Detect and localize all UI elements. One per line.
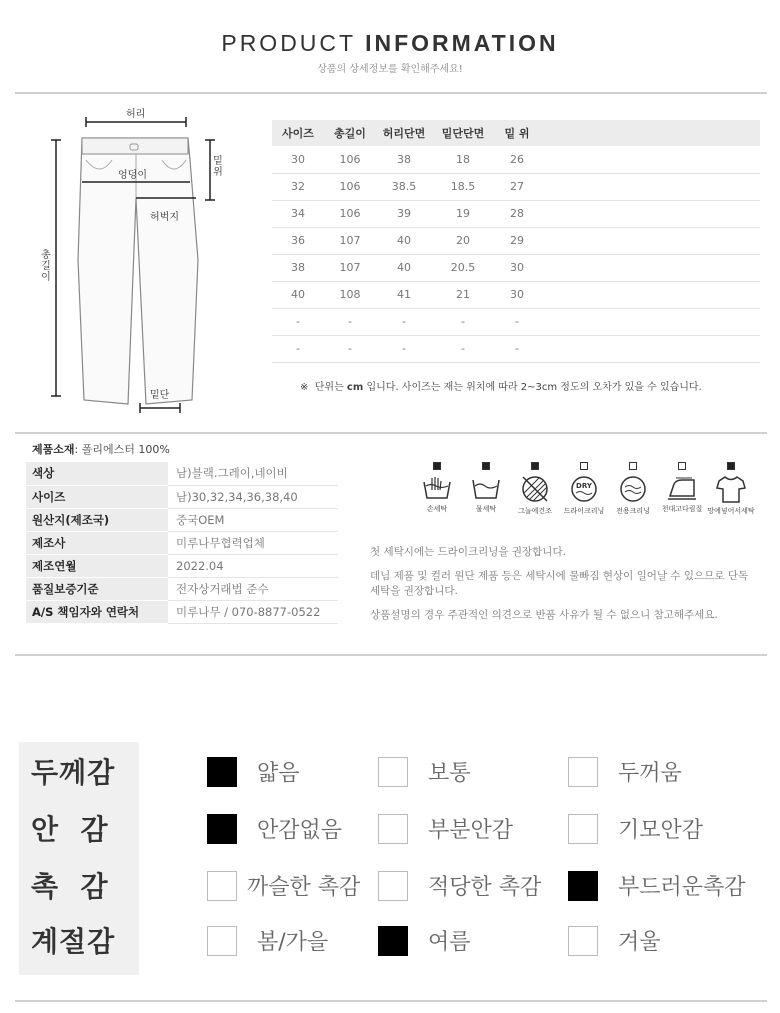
care-checkbox — [580, 462, 588, 470]
table-cell: 36 — [272, 227, 324, 254]
care-checkbox — [482, 462, 490, 470]
table-cell: - — [494, 335, 540, 362]
svg-text:DRY: DRY — [576, 482, 592, 490]
feel-option — [568, 813, 703, 844]
care-label: 망에넣어서세탁 — [707, 507, 755, 515]
note-mark: ※ — [300, 382, 309, 393]
feel-checkbox — [378, 757, 408, 787]
info-value: 남)블랙.그레이,네이비 — [168, 462, 338, 485]
table-row — [272, 146, 760, 173]
page-title — [0, 30, 780, 57]
care-label: 드라이크리닝 — [563, 507, 605, 515]
size-table — [272, 120, 760, 363]
header-total-length: 총길이 — [324, 120, 376, 146]
note-unit: cm — [346, 382, 364, 393]
info-key: 제조연월 — [26, 554, 168, 577]
table-cell: 34 — [272, 200, 324, 227]
material-value: : 폴리에스터 100% — [74, 443, 170, 456]
table-cell: 38.5 — [376, 173, 432, 200]
divider — [15, 432, 767, 434]
table-row — [272, 173, 760, 200]
header-rise: 밑 위 — [494, 120, 540, 146]
table-cell-blank — [540, 227, 760, 254]
feel-option-label: 부분안감 — [428, 818, 514, 843]
care-note: 상품설명의 경우 주관적인 의견으로 반품 사유가 될 수 없으니 참고해주세요. — [370, 609, 718, 621]
divider — [15, 654, 767, 656]
feel-checkbox — [378, 871, 408, 901]
feel-option — [207, 756, 300, 787]
info-row — [26, 508, 338, 531]
feel-option — [207, 813, 342, 844]
feel-row-label: 안 감 — [31, 813, 109, 846]
feel-checkbox — [568, 757, 598, 787]
feel-checkbox — [207, 926, 237, 956]
table-cell: 29 — [494, 227, 540, 254]
feel-option-label: 봄/가을 — [257, 930, 329, 955]
table-cell: 108 — [324, 281, 376, 308]
table-cell-blank — [540, 281, 760, 308]
care-item — [706, 462, 756, 516]
info-row — [26, 600, 338, 623]
special-clean-icon — [608, 474, 658, 504]
table-cell: 18 — [432, 146, 494, 173]
size-table-header — [272, 120, 760, 146]
info-key: 제조사 — [26, 531, 168, 554]
care-label: 손세탁 — [426, 505, 448, 513]
feel-option-label: 겨울 — [618, 930, 661, 955]
table-row — [272, 281, 760, 308]
care-checkbox — [678, 462, 686, 470]
care-note: 첫 세탁시에는 드라이크리닝을 권장합니다. — [370, 546, 566, 558]
care-item — [461, 462, 511, 514]
info-row — [26, 554, 338, 577]
hand-wash-icon — [412, 474, 462, 502]
table-cell-blank — [540, 254, 760, 281]
table-cell: - — [324, 335, 376, 362]
table-cell: 106 — [324, 200, 376, 227]
info-row — [26, 531, 338, 554]
care-item — [559, 462, 609, 516]
table-cell: 107 — [324, 227, 376, 254]
feel-option-label: 보통 — [428, 761, 471, 786]
pants-illustration-icon — [20, 100, 260, 430]
total-length-label: 총길이 — [41, 250, 51, 283]
dry-clean-icon — [559, 474, 609, 504]
table-cell-blank — [540, 146, 760, 173]
feel-option — [378, 756, 471, 787]
feel-checkbox — [378, 814, 408, 844]
care-note: 데님 제품 및 컬러 원단 제품 등은 세탁시에 물빠짐 현상이 일어날 수 있으므로 단독 세탁을 권장합니다. — [370, 570, 749, 597]
note-text-a: 단위는 — [314, 382, 344, 393]
table-row — [272, 254, 760, 281]
feel-option-label: 여름 — [428, 930, 471, 955]
table-cell-blank — [540, 335, 760, 362]
info-value: 미루나무 / 070-8877-0522 — [168, 600, 338, 623]
care-checkbox — [433, 462, 441, 470]
shade-dry-icon — [510, 474, 560, 504]
table-cell: 19 — [432, 200, 494, 227]
material — [32, 441, 170, 457]
table-cell: 20 — [432, 227, 494, 254]
care-item — [657, 462, 707, 514]
table-cell: 41 — [376, 281, 432, 308]
iron-icon — [657, 474, 707, 502]
info-row — [26, 485, 338, 508]
care-label: 전용크리닝 — [616, 507, 650, 515]
info-key: 원산지(제조국) — [26, 508, 168, 531]
table-row — [272, 335, 760, 362]
feel-checkbox — [207, 757, 237, 787]
care-label: 물세탁 — [475, 505, 497, 513]
feel-option-label: 부드러운촉감 — [618, 875, 746, 900]
product-info-table — [26, 462, 338, 624]
material-label: 제품소재 — [32, 443, 75, 456]
feel-option-label: 까슬한 촉감 — [247, 875, 361, 900]
title-product: PRODUCT — [221, 30, 356, 56]
table-cell: 40 — [376, 254, 432, 281]
table-cell: 38 — [272, 254, 324, 281]
table-cell: - — [494, 308, 540, 335]
feel-row-label: 촉 감 — [31, 870, 109, 903]
feel-option — [378, 925, 471, 956]
care-notes — [370, 545, 760, 632]
care-checkbox — [629, 462, 637, 470]
laundry-net-icon — [706, 474, 756, 504]
care-label: 그늘에건조 — [518, 507, 552, 515]
hem-label: 밑단 — [150, 390, 170, 401]
pants-size-diagram — [20, 100, 260, 430]
info-key: 품질보증기준 — [26, 577, 168, 600]
table-cell: 38 — [376, 146, 432, 173]
table-cell: 30 — [494, 254, 540, 281]
feel-option-label: 두꺼움 — [618, 761, 682, 786]
table-cell: - — [324, 308, 376, 335]
care-item — [412, 462, 462, 514]
table-cell-blank — [540, 200, 760, 227]
info-value: 2022.04 — [168, 554, 338, 577]
note-text-b: 입니다. 사이즈는 재는 위치에 따라 2~3cm 정도의 오차가 있을 수 있습니다. — [366, 382, 702, 393]
header-waist: 허리단면 — [376, 120, 432, 146]
title-information: INFORMATION — [365, 30, 559, 56]
care-item — [608, 462, 658, 516]
table-cell: 28 — [494, 200, 540, 227]
table-cell: 20.5 — [432, 254, 494, 281]
feel-checkbox — [207, 814, 237, 844]
page-subtitle: 상품의 상세정보를 확인해주세요! — [317, 64, 463, 75]
table-cell: - — [272, 335, 324, 362]
table-cell: 18.5 — [432, 173, 494, 200]
care-checkbox — [727, 462, 735, 470]
feel-option — [207, 870, 360, 901]
table-cell: 27 — [494, 173, 540, 200]
info-value: 전자상거래법 준수 — [168, 577, 338, 600]
table-cell: 21 — [432, 281, 494, 308]
info-value: 남)30,32,34,36,38,40 — [168, 485, 338, 508]
info-key: 사이즈 — [26, 485, 168, 508]
table-cell: - — [432, 335, 494, 362]
table-row — [272, 308, 760, 335]
feel-row-label: 계절감 — [31, 925, 116, 958]
hip-label: 엉덩이 — [118, 170, 147, 181]
care-item — [510, 462, 560, 516]
table-cell-blank — [540, 308, 760, 335]
table-cell-blank — [540, 173, 760, 200]
info-key: A/S 책임자와 연락처 — [26, 600, 168, 623]
table-cell: 30 — [272, 146, 324, 173]
feel-option — [568, 756, 682, 787]
feel-checkbox — [568, 926, 598, 956]
table-row — [272, 227, 760, 254]
size-note — [300, 378, 702, 393]
table-cell: - — [432, 308, 494, 335]
table-cell: 40 — [272, 281, 324, 308]
info-value: 미루나무협력업체 — [168, 531, 338, 554]
feel-checkbox — [378, 926, 408, 956]
feel-checkbox — [568, 814, 598, 844]
water-wash-icon — [461, 474, 511, 502]
table-cell: - — [376, 308, 432, 335]
header-hem: 밑단단면 — [432, 120, 494, 146]
care-instructions — [412, 462, 762, 532]
feel-row-label: 두께감 — [31, 756, 116, 789]
feel-option — [207, 925, 328, 956]
info-row — [26, 577, 338, 600]
header-blank — [540, 120, 760, 146]
table-row — [272, 200, 760, 227]
feel-checkbox — [207, 871, 237, 901]
feel-option — [378, 813, 513, 844]
info-value: 중국OEM — [168, 508, 338, 531]
table-cell: 30 — [494, 281, 540, 308]
feel-option-label: 적당한 촉감 — [428, 875, 542, 900]
rise-label: 밑위 — [213, 156, 223, 178]
thigh-label: 허벅지 — [150, 212, 179, 223]
feel-option-label: 얇음 — [257, 761, 300, 786]
table-cell: 39 — [376, 200, 432, 227]
divider — [15, 92, 767, 94]
info-key: 색상 — [26, 462, 168, 485]
feel-checkbox — [568, 871, 598, 901]
table-cell: 107 — [324, 254, 376, 281]
info-row — [26, 462, 338, 485]
table-cell: 106 — [324, 173, 376, 200]
divider — [15, 1000, 767, 1002]
feel-option — [568, 925, 661, 956]
table-cell: - — [272, 308, 324, 335]
care-label: 천대고다림질 — [661, 505, 703, 513]
feel-option — [568, 870, 746, 901]
header-size: 사이즈 — [272, 120, 324, 146]
table-cell: 106 — [324, 146, 376, 173]
feel-option-label: 기모안감 — [618, 818, 704, 843]
table-cell: - — [376, 335, 432, 362]
care-checkbox — [531, 462, 539, 470]
feel-option-label: 안감없음 — [257, 818, 343, 843]
table-cell: 32 — [272, 173, 324, 200]
table-cell: 26 — [494, 146, 540, 173]
feel-option — [378, 870, 541, 901]
table-cell: 40 — [376, 227, 432, 254]
waist-label: 허리 — [126, 109, 146, 120]
